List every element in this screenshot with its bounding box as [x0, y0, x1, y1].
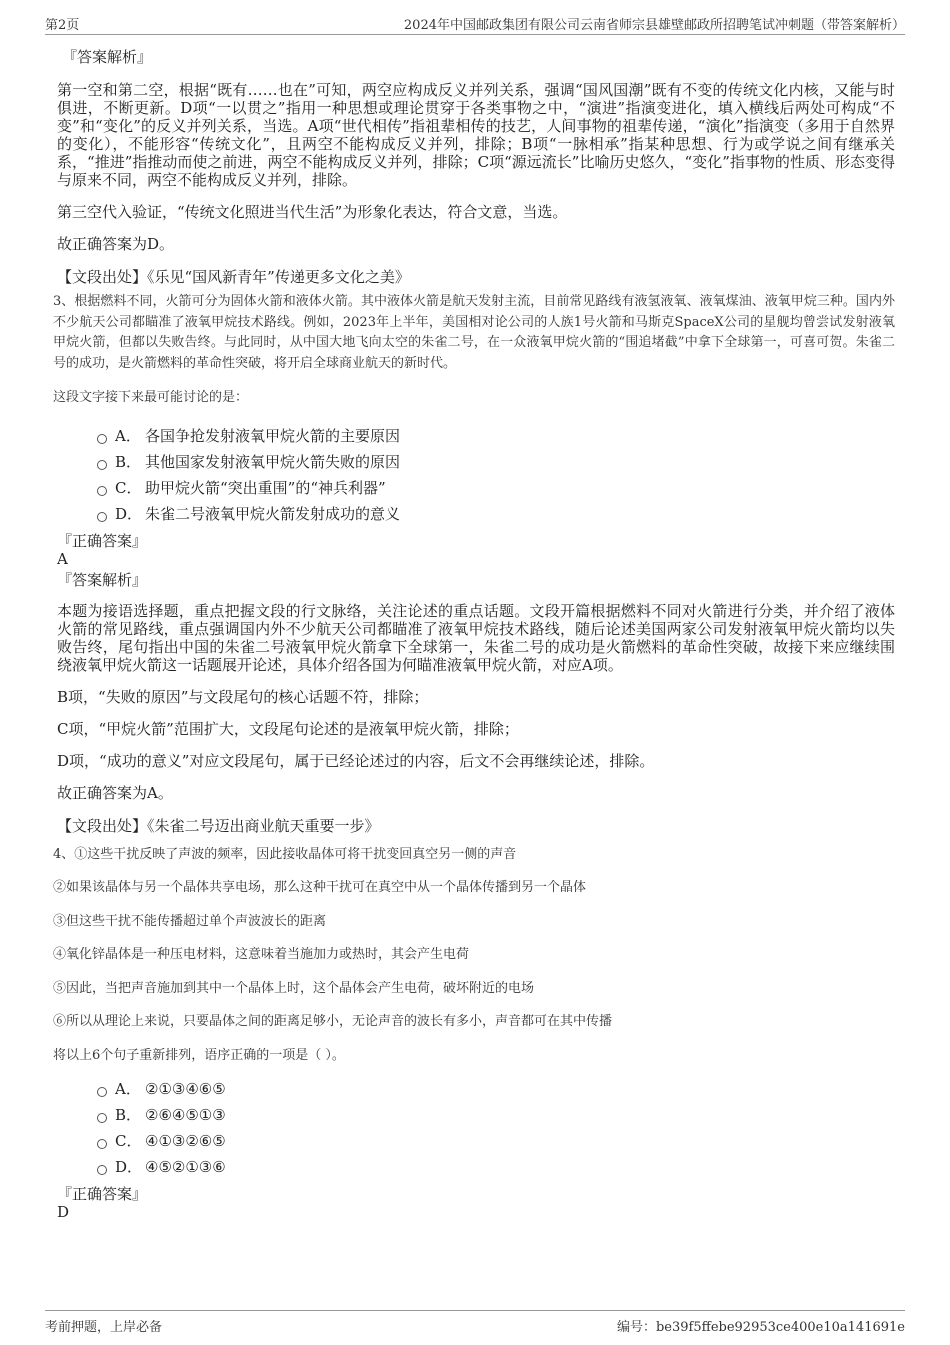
option-d[interactable]: D． ④⑤②①③⑥ [97, 1154, 895, 1180]
analysis-paragraph: C项，“甲烷火箭”范围扩大，文段尾句论述的是液氧甲烷火箭，排除； [57, 719, 519, 738]
option-a[interactable]: A． ②①③④⑥⑤ [97, 1076, 895, 1102]
radio-icon[interactable] [97, 1139, 107, 1149]
option-c[interactable]: C． 助甲烷火箭“突出重围”的“神兵利器” [97, 475, 895, 501]
sentence-item: ②如果该晶体与另一个晶体共享电场，那么这种干扰可在真空中从一个晶体传播到另一个晶体 [53, 880, 587, 895]
option-a[interactable]: A． 各国争抢发射液氧甲烷火箭的主要原因 [97, 423, 895, 449]
analysis-paragraph: B项，“失败的原因”与文段尾句的核心话题不符，排除； [57, 687, 429, 706]
analysis-paragraph: 本题为接语选择题，重点把握文段的行文脉络，关注论述的重点话题。文段开篇根据燃料不同对火箭进行分类，并介绍了液体火箭的常见路线，重点强调国内外不少航天公司都瞄准了液氧甲烷技术路线，随后论述美国两家公司发射液氧甲烷火箭均以失败告终，尾句指出中国的朱雀二号液氧甲烷火箭拿下全球第一，朱雀二号的成功是火箭燃料的革命性突破，故接下来应继续围绕液氧甲烷火箭这一话题展开论述，具体介绍各国为何瞄准液氧甲烷火箭，对应A项。 [57, 601, 895, 674]
sentence-item: ④氧化锌晶体是一种压电材料，这意味着当施加力或热时，其会产生电荷 [53, 947, 470, 962]
option-d[interactable]: D． 朱雀二号液氧甲烷火箭发射成功的意义 [97, 501, 895, 527]
correct-answer-label: 『正确答案』 [57, 1185, 148, 1203]
question-prompt: 这段文字接下来最可能讨论的是： [53, 390, 249, 405]
correct-answer: A [57, 549, 68, 568]
option-b[interactable]: B． 其他国家发射液氧甲烷火箭失败的原因 [97, 449, 895, 475]
footer-slogan: 考前押题，上岸必备 [45, 1320, 163, 1335]
correct-answer: D [57, 1203, 70, 1221]
radio-icon[interactable] [97, 1087, 107, 1097]
question-stem: 3、根据燃料不同，火箭可分为固体火箭和液体火箭。其中液体火箭是航天发射主流，目前常见路线有液氢液氧、液氧煤油、液氧甲烷三种。国内外不少航天公司都瞄准了液氧甲烷技术路线。例如，2023年上半年，美国相对论公司的人族1号火箭和马斯克SpaceX公司的星舰均曾尝试发射液氧甲烷火箭，但都以失败告终。与此同时，从中国大地飞向太空的朱雀二号，在一众液氧甲烷火箭的“围追堵截”中拿下全球第一，可喜可贺。朱雀二号的成功，是火箭燃料的革命性突破，将开启全球商业航天的新时代。 [53, 294, 895, 371]
sentence-item: 4、①这些干扰反映了声波的频率，因此接收晶体可将干扰变回真空另一侧的声音 [53, 846, 517, 862]
radio-icon[interactable] [97, 486, 107, 496]
radio-icon[interactable] [97, 460, 107, 470]
page-content [53, 45, 895, 1221]
correct-answer-label: 『正确答案』 [57, 531, 148, 550]
analysis-paragraph: 故正确答案为A。 [57, 783, 173, 802]
question-prompt: 将以上6个句子重新排列，语序正确的一项是（ ）。 [53, 1047, 345, 1063]
page-number: 第2页 [45, 18, 80, 33]
radio-icon[interactable] [97, 1165, 107, 1175]
option-c[interactable]: C． ④①③②⑥⑤ [97, 1128, 895, 1154]
option-list [57, 1076, 895, 1180]
page-header [45, 8, 905, 35]
analysis-paragraph: 第三空代入验证，“传统文化照进当代生活”为形象化表达，符合文意，当选。 [57, 203, 568, 221]
sentence-item: ⑤因此，当把声音施加到其中一个晶体上时，这个晶体会产生电荷，破坏附近的电场 [53, 980, 535, 996]
analysis-paragraph: D项，“成功的意义”对应文段尾句，属于已经论述过的内容，后文不会再继续论述，排除。 [57, 751, 655, 770]
analysis-label: 『答案解析』 [62, 48, 153, 66]
option-b[interactable]: B． ②⑥④⑤①③ [97, 1102, 895, 1128]
analysis-label: 『答案解析』 [57, 570, 148, 589]
radio-icon[interactable] [97, 512, 107, 522]
option-list [57, 423, 895, 527]
document-title: 2024年中国邮政集团有限公司云南省师宗县雄壁邮政所招聘笔试冲刺题（带答案解析） [403, 18, 905, 33]
source-citation: 【文段出处】《朱雀二号迈出商业航天重要一步》 [57, 816, 380, 835]
analysis-paragraph: 故正确答案为D。 [57, 235, 175, 253]
page-footer [45, 1310, 905, 1335]
radio-icon[interactable] [97, 434, 107, 444]
sentence-item: ③但这些干扰不能传播超过单个声波波长的距离 [53, 913, 327, 929]
document-code: 编号：be39f5ffebe92953ce400e10a141691e [616, 1320, 905, 1335]
source-citation: 【文段出处】《乐见“国风新青年”传递更多文化之美》 [57, 268, 410, 286]
radio-icon[interactable] [97, 1113, 107, 1123]
analysis-paragraph: 第一空和第二空，根据“既有……也在”可知，两空应构成反义并列关系，强调“国风国潮”既有不变的传统文化内核，又能与时俱进，不断更新。D项“一以贯之”指用一种思想或理论贯穿于各类事物之中，“演进”指演变进化，填入横线后两处可构成“不变”和“变化”的反义并列关系，当选。A项“世代相传”指祖辈相传的技艺，人间事物的祖辈传递，“演化”指演变（多用于自然界的变化），不能形容“传统文化”，且两空不能构成反义并列，排除；B项“一脉相承”指某种思想、行为或学说之间有继承关系，“推进”指推动而使之前进，两空不能构成反义并列，排除；C项“源远流长”比喻历史悠久，“变化”指事物的性质、形态变得与原来不同，两空不能构成反义并列，排除。 [57, 81, 895, 189]
sentence-item: ⑥所以从理论上来说，只要晶体之间的距离足够小，无论声音的波长有多小，声音都可在其中传播 [53, 1014, 613, 1029]
